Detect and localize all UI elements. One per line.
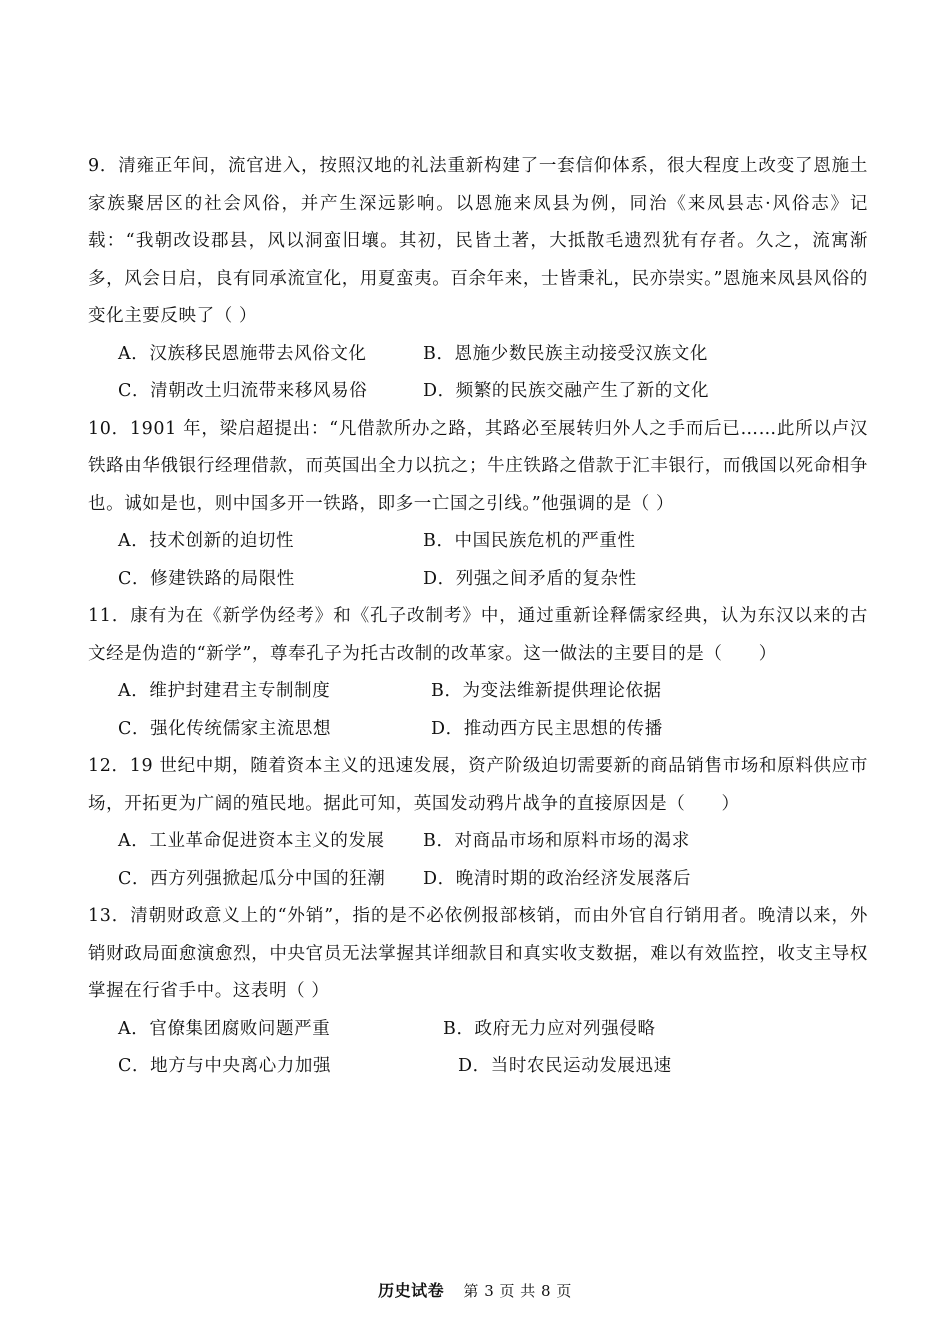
option-b: B．对商品市场和原料市场的渴求 xyxy=(423,831,690,851)
options-row-ab xyxy=(88,523,868,561)
question-11 xyxy=(88,598,868,748)
question-stem: 11．康有为在《新学伪经考》和《孔子改制考》中，通过重新诠释儒家经典，认为东汉以来的古文经是伪造的“新学”，尊奉孔子为托古改制的改革家。这一做法的主要目的是（ ） xyxy=(88,606,868,664)
question-10 xyxy=(88,411,868,599)
question-stem: 9．清雍正年间，流官进入，按照汉地的礼法重新构建了一套信仰体系，很大程度上改变了恩施土家族聚居区的社会风俗，并产生深远影响。以恩施来凤县为例，同治《来凤县志·风俗志》记载：“我朝改设郡县，风以洞蛮旧壤。其初，民皆土著，大抵散毛遗烈犹有存者。久之，流寓渐多，风会日启，良有同承流宣化，用夏蛮夷。百余年来，士皆秉礼，民亦崇实。”恩施来凤县风俗的变化主要反映了（ ） xyxy=(88,156,868,326)
option-d: D．晚清时期的政治经济发展落后 xyxy=(423,868,692,889)
question-13 xyxy=(88,898,868,1086)
page-number: 第 3 页 共 8 页 xyxy=(463,1282,572,1300)
options-row-cd xyxy=(88,561,868,599)
option-c: C．强化传统儒家主流思想 xyxy=(118,718,332,739)
options-row-ab xyxy=(88,673,868,711)
question-12 xyxy=(88,748,868,898)
option-c: C．地方与中央离心力加强 xyxy=(118,1056,332,1076)
question-stem: 12．19 世纪中期，随着资本主义的迅速发展，资产阶级迫切需要新的商品销售市场和原料供应市场，开拓更为广阔的殖民地。据此可知，英国发动鸦片战争的直接原因是（ ） xyxy=(88,756,868,814)
options-row-ab xyxy=(88,1011,868,1049)
question-list xyxy=(88,148,868,1086)
option-b: B．政府无力应对列强侵略 xyxy=(443,1018,656,1039)
option-b: B．为变法维新提供理论依据 xyxy=(431,681,662,701)
option-b: B．恩施少数民族主动接受汉族文化 xyxy=(423,343,708,364)
options-row-cd xyxy=(88,711,868,749)
options-row-cd xyxy=(88,861,868,899)
option-c: C．修建铁路的局限性 xyxy=(118,568,295,589)
option-a: A．工业革命促进资本主义的发展 xyxy=(118,831,385,851)
exam-subject: 历史试卷 xyxy=(378,1281,445,1300)
option-a: A．维护封建君主专制制度 xyxy=(118,681,331,701)
option-d: D．当时农民运动发展迅速 xyxy=(458,1056,672,1076)
option-a: A．技术创新的迫切性 xyxy=(118,531,295,551)
option-c: C．清朝改土归流带来移风易俗 xyxy=(118,381,368,401)
option-b: B．中国民族危机的严重性 xyxy=(423,531,636,551)
option-a: A．官僚集团腐败问题严重 xyxy=(118,1018,331,1039)
options-row-cd xyxy=(88,1048,868,1086)
page-footer xyxy=(0,1278,950,1301)
options-row-cd xyxy=(88,373,868,411)
option-d: D．列强之间矛盾的复杂性 xyxy=(423,568,637,589)
options-row-ab xyxy=(88,336,868,374)
option-d: D．频繁的民族交融产生了新的文化 xyxy=(423,381,710,401)
options-row-ab xyxy=(88,823,868,861)
question-9 xyxy=(88,148,868,411)
question-stem: 10．1901 年，梁启超提出：“凡借款所办之路，其路必至展转归外人之手而后已……此所以卢汉铁路由华俄银行经理借款，而英国出全力以抗之；牛庄铁路之借款于汇丰银行，而俄国以死命相争也。诚如是也，则中国多开一铁路，即多一亡国之引线。”他强调的是（ ） xyxy=(88,418,868,514)
option-c: C．西方列强掀起瓜分中国的狂潮 xyxy=(118,868,386,889)
option-d: D．推动西方民主思想的传播 xyxy=(431,718,663,739)
question-stem: 13．清朝财政意义上的“外销”，指的是不必依例报部核销，而由外官自行销用者。晚清以来，外销财政局面愈演愈烈，中央官员无法掌握其详细款目和真实收支数据，难以有效监控，收支主导权掌握在行省手中。这表明（ ） xyxy=(88,906,868,1001)
option-a: A．汉族移民恩施带去风俗文化 xyxy=(118,343,367,364)
